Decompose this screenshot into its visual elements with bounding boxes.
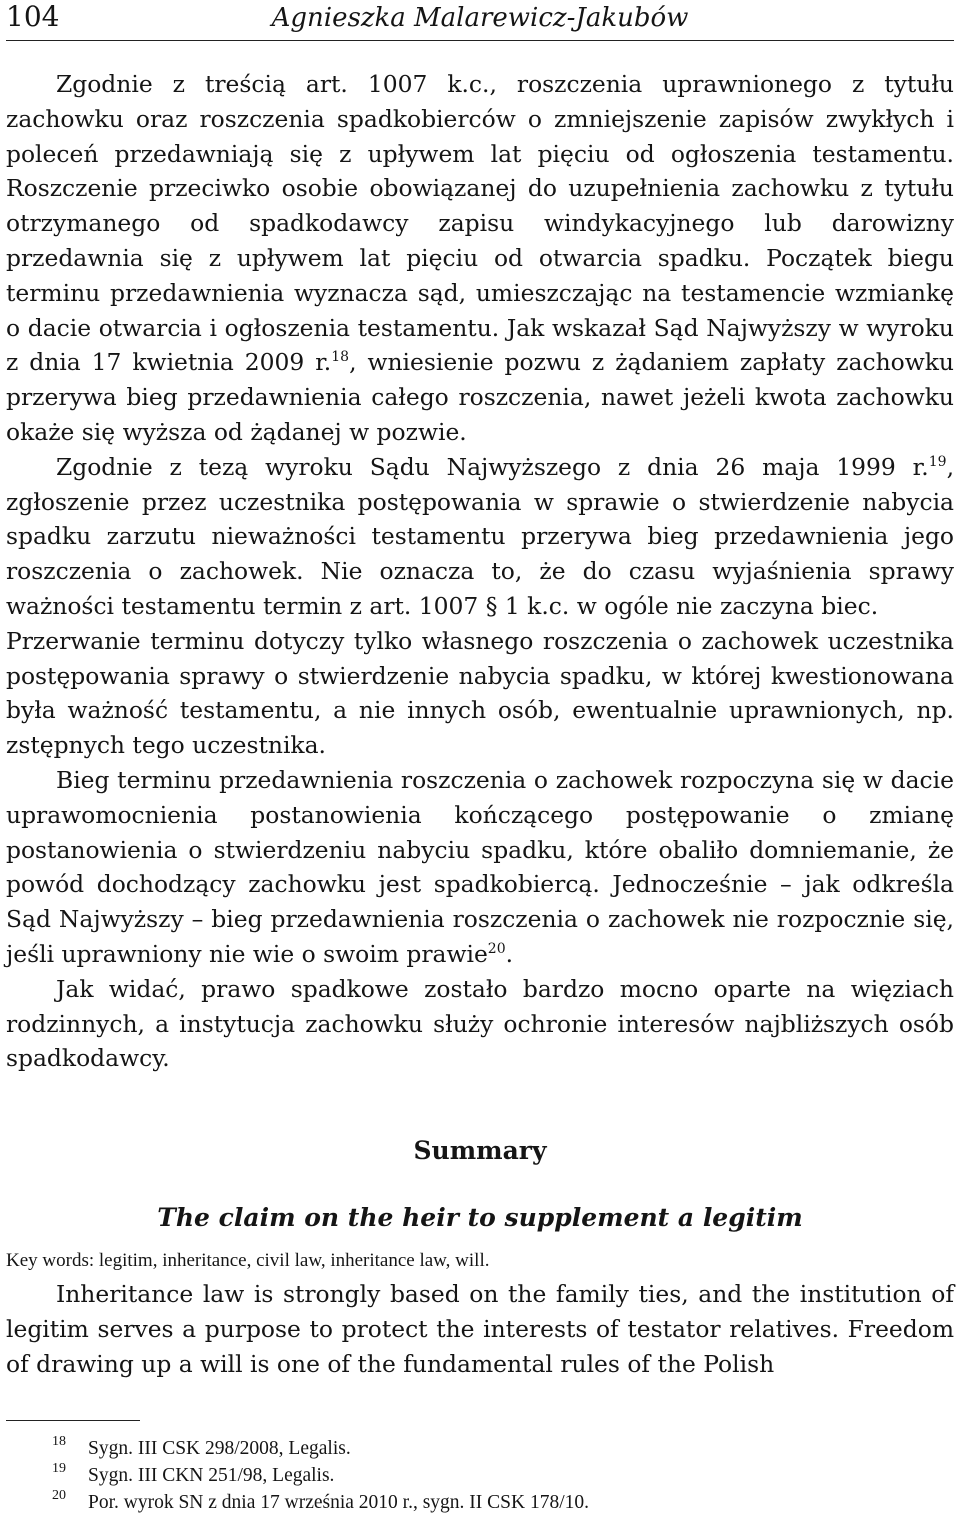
summary-abstract: Inheritance law is strongly based on the family ties, and the institution of legitim serves a purpose to protect the interests of testator relatives. Freedom of drawing up a will is one of the fundamental rules of the Polish bbox=[6, 1280, 954, 1378]
keywords-line: Key words: legitim, inheritance, civil law, inheritance law, will. bbox=[6, 1250, 490, 1272]
footnote-number: 18 bbox=[52, 1433, 66, 1449]
paragraph-1-text-cont: , wniesienie pozwu z żądaniem zapłaty zachowku przerywa bieg przedawnienia całego roszczenia, nawet jeżeli kwota zachowku okaże się wyższa od żądanej w pozwie. bbox=[6, 348, 954, 446]
footnote-number: 20 bbox=[52, 1487, 66, 1503]
footnote-20 bbox=[6, 1489, 954, 1516]
footnote-text: Sygn. III CKN 251/98, Legalis. bbox=[88, 1464, 335, 1486]
paragraph-5: Jak widać, prawo spadkowe zostało bardzo mocno oparte na więziach rodzinnych, a instytucja zachowku służy ochronie interesów najbliższych osób spadkodawcy. bbox=[6, 974, 954, 1073]
page-number: 104 bbox=[6, 0, 60, 33]
footnote-text: Sygn. III CSK 298/2008, Legalis. bbox=[88, 1437, 351, 1459]
document-page bbox=[6, 0, 954, 1516]
summary-subtitle: The claim on the heir to supplement a legitim bbox=[157, 1203, 803, 1233]
footnote-18 bbox=[6, 1435, 954, 1462]
running-head-author: Agnieszka Malarewicz-Jakubów bbox=[271, 3, 689, 33]
paragraph-4 bbox=[6, 763, 954, 972]
footnotes bbox=[6, 1435, 954, 1516]
paragraph-1 bbox=[6, 45, 954, 450]
running-header bbox=[6, 0, 954, 45]
paragraph-1-text: Zgodnie z treścią art. 1007 k.c., roszczenia uprawnionego z tytułu zachowku oraz roszczenia spadkobierców o zmniejszenie zapisów zwykłych i poleceń przedawniają się z upływem lat pięciu od ogłoszenia testamentu. Roszczenie przeciwko osobie obowiązanej do uzupełnienia zachowku z tytułu otrzymanego od spadkodawcy zapisu windykacyjnego lub darowizny przedawnia się z upływem lat pięciu od otwarcia spadku. Początek biegu terminu przedawnienia wyznacza sąd, umieszczając na testamencie wzmiankę o dacie otwarcia i ogłoszenia testamentu. Jak wskazał Sąd Najwyższy w wyroku z dnia 17 kwietnia 2009 r. bbox=[6, 70, 954, 377]
paragraph-2-text: Zgodnie z tezą wyroku Sądu Najwyższego z dnia 26 maja 1999 r. bbox=[56, 452, 929, 481]
paragraph-2-text-cont: , zgłoszenie przez uczestnika postępowania w sprawie o stwierdzenie nabycia spadku zarzutu nieważności testamentu przerywa bieg przedawnienia jego roszczenia o zachowek. Nie oznacza to, że do czasu wyjaśnienia sprawy ważności testamentu termin z art. 1007 § 1 k.c. w ogóle nie zaczyna biec. bbox=[6, 452, 954, 620]
paragraph-4-text-cont: . bbox=[505, 939, 514, 968]
footnote-ref-18[interactable]: 18 bbox=[331, 349, 350, 366]
footnote-separator bbox=[6, 1420, 140, 1421]
paragraph-3: Przerwanie terminu dotyczy tylko własnego roszczenia o zachowek uczestnika postępowania sprawy o stwierdzenie nabycia spadku, w której kwestionowana była ważność testamentu, a nie innych osób, ewentualnie uprawnionych, np. zstępnych tego uczestnika. bbox=[6, 626, 954, 760]
footnote-number: 19 bbox=[52, 1460, 66, 1476]
paragraph-2 bbox=[6, 450, 954, 624]
footnote-19 bbox=[6, 1462, 954, 1489]
footnote-text: Por. wyrok SN z dnia 17 września 2010 r., sygn. II CSK 178/10. bbox=[88, 1491, 590, 1513]
footnote-ref-19[interactable]: 19 bbox=[928, 453, 947, 470]
paragraph-4-text: Bieg terminu przedawnienia roszczenia o zachowek rozpoczyna się w dacie uprawomocnienia postanowienia kończącego postępowanie o zmianę postanowienia o stwierdzeniu nabyciu spadku, które obaliło domniemanie, że powód dochodzący zachowku jest spadkobiercą. Jednocześnie – jak odkreśla Sąd Najwyższy – bieg przedawnienia roszczenia o zachowek nie rozpocznie się, jeśli uprawniony nie wie o swoim prawie bbox=[6, 765, 954, 968]
body-text bbox=[6, 45, 954, 1382]
footnote-ref-20[interactable]: 20 bbox=[487, 940, 506, 957]
header-rule bbox=[6, 40, 954, 41]
summary-heading: Summary bbox=[413, 1136, 547, 1166]
